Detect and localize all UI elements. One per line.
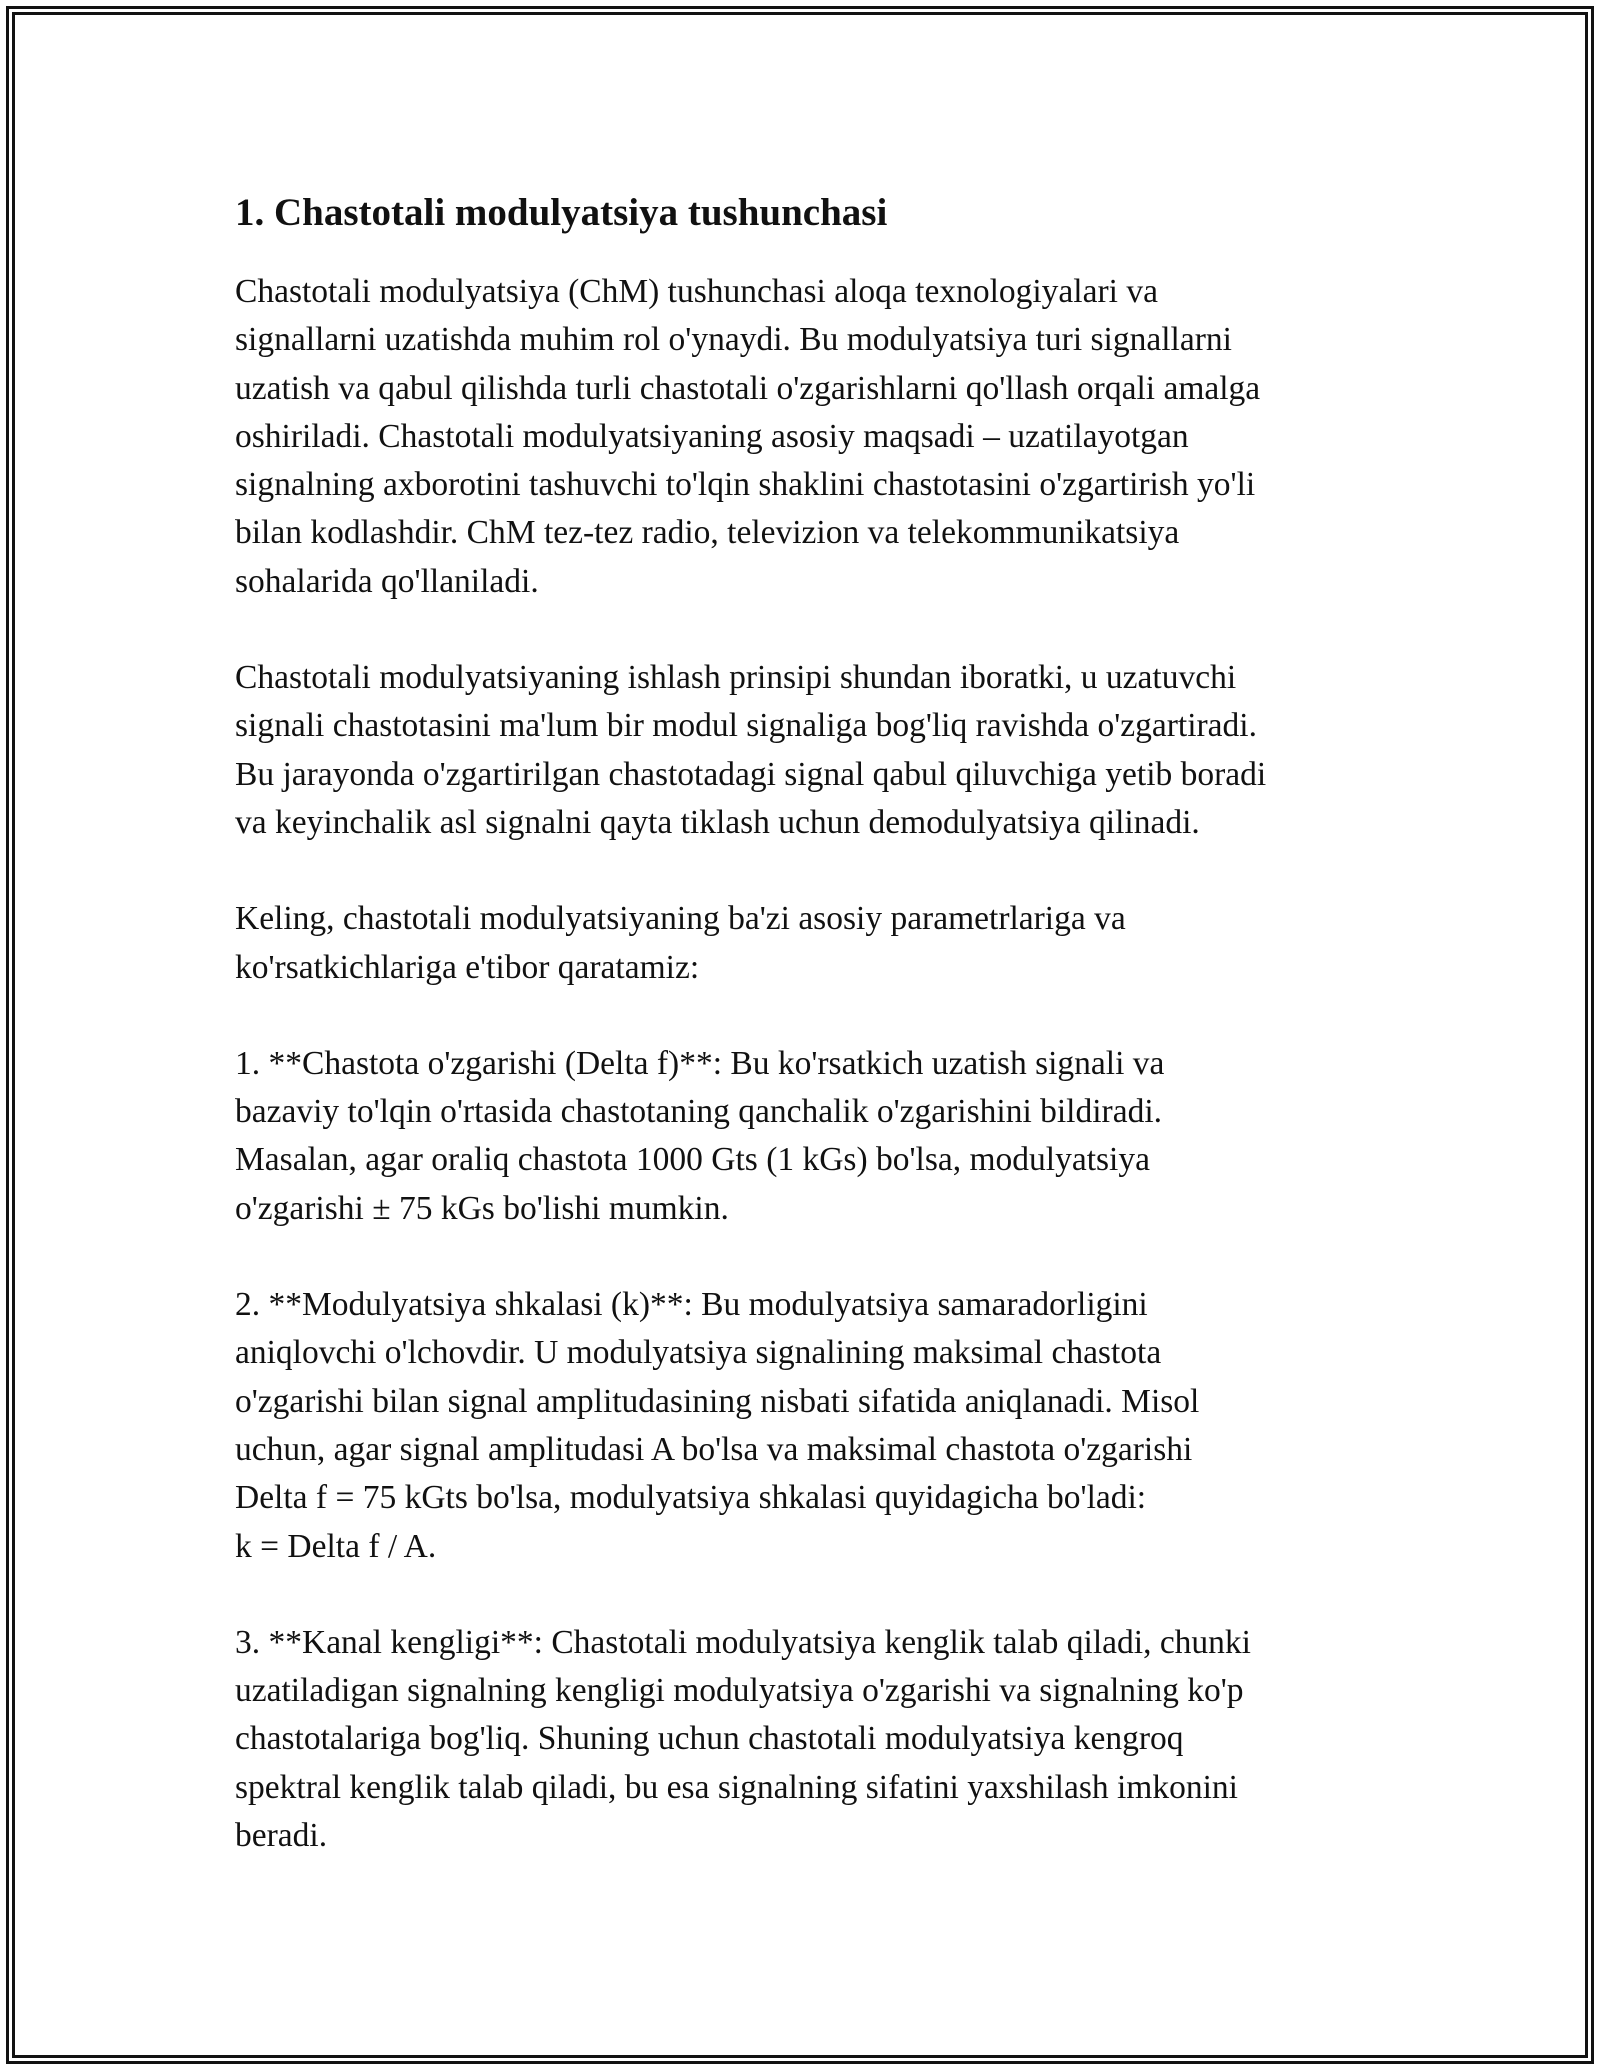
list-item-channel-bandwidth: 3. **Kanal kengligi**: Chastotali modulyatsiya kenglik talab qiladi, chunki uzatiladigan signalning kengligi modulyatsiya o'zgarishi va signalning ko'p chastotalariga bog'liq. Shuning uchun chastotali modulyatsiya kengroq spektral kenglik talab qiladi, bu esa signalning sifatini yaxshilash imkonini beradi.	[235, 1623, 1251, 1855]
list-item-frequency-deviation: 1. **Chastota o'zgarishi (Delta f)**: Bu ko'rsatkich uzatish signali va bazaviy to'lqin o'rtasida chastotaning qanchalik o'zgarishini bildiradi. Masalan, agar oraliq chastota 1000 Gts (1 kGs) bo'lsa, modulyatsiya o'zgarishi ± 75 kGs bo'lishi mumkin.	[235, 1044, 1165, 1227]
paragraph-principle: Chastotali modulyatsiyaning ishlash prinsipi shundan iboratki, u uzatuvchi signali chastotasini ma'lum bir modul signaliga bog'liq ravishda o'zgartiradi. Bu jarayonda o'zgartirilgan chastotadagi signal qabul qiluvchiga yetib boradi va keyinchalik asl signalni qayta tiklash uchun demodulyatsiya qilinadi.	[235, 659, 1267, 841]
paragraph-intro: Chastotali modulyatsiya (ChM) tushunchasi aloqa texnologiyalari va signallarni uzatishda muhim rol o'ynaydi. Bu modulyatsiya turi signallarni uzatish va qabul qilishda turli chastotali o'zgarishlarni qo'llash orqali amalga oshiriladi. Chastotali modulyatsiyaning asosiy maqsadi – uzatilayotgan signalning axborotini tashuvchi to'lqin shaklini chastotasini o'zgartirish yo'li bilan kodlashdir. ChM tez-tez radio, televizion va telekommunikatsiya sohalarida qo'llaniladi.	[235, 273, 1261, 600]
section-heading: 1. Chastotali modulyatsiya tushunchasi	[235, 191, 888, 234]
document-body	[235, 188, 1375, 1908]
list-item-modulation-index: 2. **Modulyatsiya shkalasi (k)**: Bu modulyatsiya samaradorligini aniqlovchi o'lchovdir. U modulyatsiya signalining maksimal chastota o'zgarishi bilan signal amplitudasining nisbati sifatida aniqlanadi. Misol uchun, agar signal amplitudasi A bo'lsa va maksimal chastota o'zgarishi Delta f = 75 kGts bo'lsa, modulyatsiya shkalasi quyidagicha bo'ladi: k = Delta f / A.	[235, 1286, 1200, 1565]
paragraph-parameters-intro: Keling, chastotali modulyatsiyaning ba'zi asosiy parametrlariga va ko'rsatkichlariga e'tibor qaratamiz:	[235, 900, 1126, 986]
